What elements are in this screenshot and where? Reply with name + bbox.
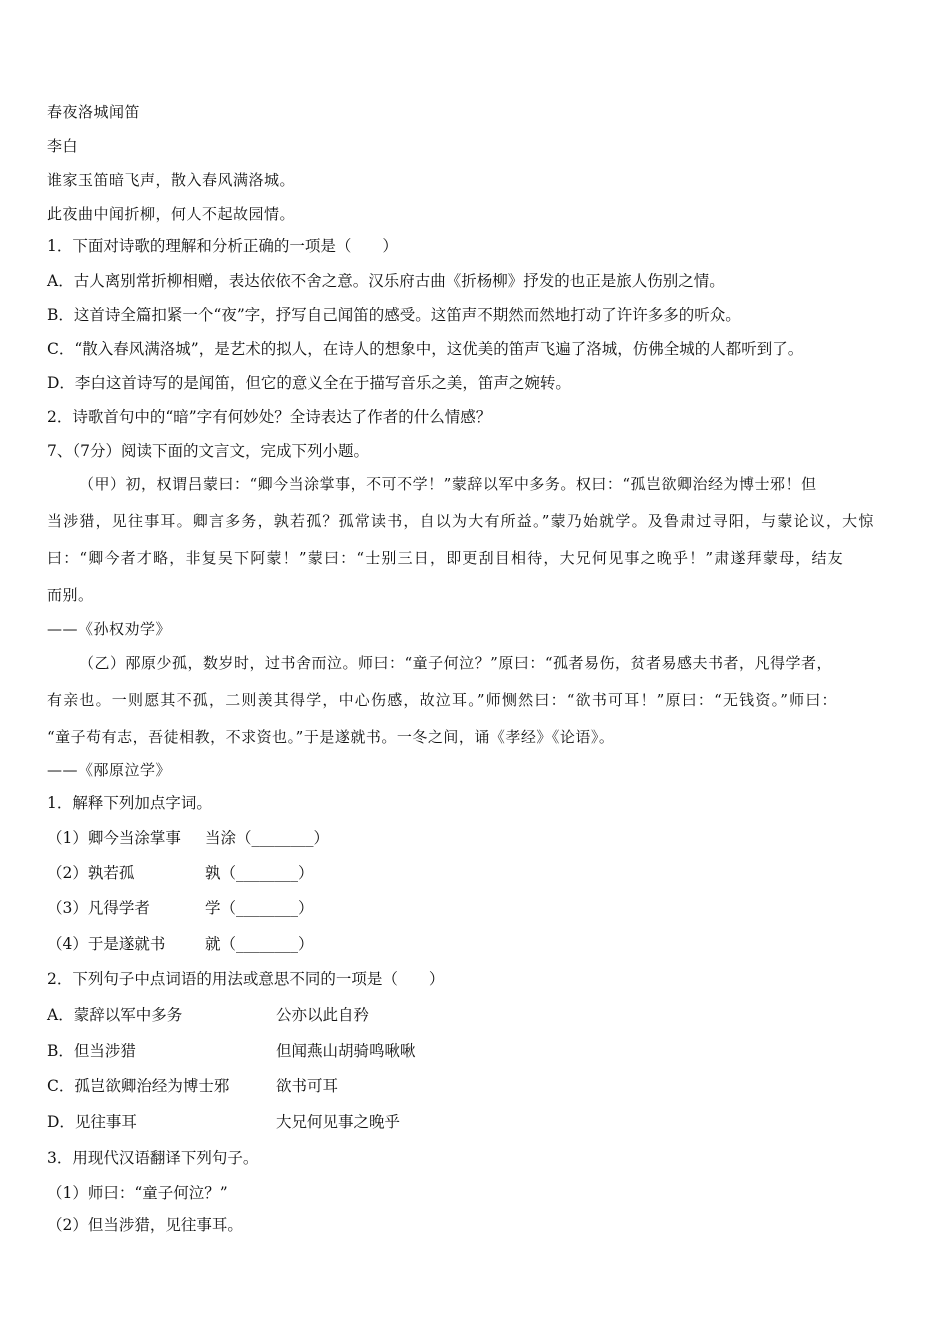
option-a-left: A．蒙辞以军中多务: [47, 1006, 183, 1024]
translation-item: （1）师曰：“童子何泣？”: [47, 1184, 228, 1202]
passage-b-line: 有亲也。一则愿其不孤，二则羡其得学，中心伤感，故泣耳。”师恻然曰：“欲书可耳！”原曰：“无钱资。”师曰：: [47, 691, 838, 709]
option-a: A．古人离别常折柳相赠，表达依依不舍之意。汉乐府古曲《折杨柳》抒发的也正是旅人伤别之情。: [47, 272, 725, 290]
question-stem: 1．下面对诗歌的理解和分析正确的一项是（ ）: [47, 237, 398, 255]
poem-line-1: 谁家玉笛暗飞声，散入春风满洛城。: [47, 171, 296, 189]
vocab-item-phrase: （2）孰若孤: [47, 864, 135, 882]
question-stem: 1．解释下列加点字词。: [47, 794, 212, 812]
option-a-right: 公亦以此自矜: [276, 1006, 370, 1024]
vocab-item-blank: 孰（________）: [205, 864, 314, 882]
vocab-item-blank: 学（________）: [205, 899, 314, 917]
vocab-item-blank: 就（________）: [205, 935, 314, 953]
option-b: B．这首诗全篇扣紧一个“夜”字，抒写自己闻笛的感受。这笛声不期然而然地打动了许许多多的听众。: [47, 306, 741, 324]
passage-a-line: 当涉猎，见往事耳。卿言多务，孰若孤？孤常读书，自以为大有所益。”蒙乃始就学。及鲁肃过寻阳，与蒙论议，大惊: [47, 512, 875, 530]
passage-b-line: （乙）邴原少孤，数岁时，过书舍而泣。师曰：“童子何泣？”原曰：“孤者易伤，贫者易感夫书者，凡得学者，: [79, 654, 833, 672]
vocab-item-blank: 当涂（________）: [205, 829, 330, 847]
poem-title: 春夜洛城闻笛: [47, 103, 141, 121]
vocab-item-phrase: （1）卿今当涂掌事: [47, 829, 181, 847]
vocab-item-phrase: （3）凡得学者: [47, 899, 150, 917]
passage-a-line: （甲）初，权谓吕蒙曰：“卿今当涂掌事，不可不学！”蒙辞以军中多务。权曰：“孤岂欲卿治经为博士邪！但: [79, 475, 817, 493]
option-c-left: C．孤岂欲卿治经为博士邪: [47, 1077, 230, 1095]
passage-b-line: “童子苟有志，吾徒相教，不求资也。”于是遂就书。一冬之间，诵《孝经》《论语》。: [47, 728, 615, 746]
passage-a-line: 而别。: [47, 586, 94, 604]
vocab-item-phrase: （4）于是遂就书: [47, 935, 166, 953]
translation-item: （2）但当涉猎，见往事耳。: [47, 1216, 243, 1234]
poem-line-2: 此夜曲中闻折柳，何人不起故园情。: [47, 205, 296, 223]
option-d: D．李白这首诗写的是闻笛，但它的意义全在于描写音乐之美，笛声之婉转。: [47, 374, 571, 392]
option-c: C．“散入春风满洛城”，是艺术的拟人，在诗人的想象中，这优美的笛声飞遍了洛城，仿佛全城的人都听到了。: [47, 340, 804, 358]
option-d-left: D．见往事耳: [47, 1113, 137, 1131]
question-stem: 3．用现代汉语翻译下列句子。: [47, 1149, 259, 1167]
option-d-right: 大兄何见事之晚乎: [276, 1113, 401, 1131]
question-stem: 2．下列句子中点词语的用法或意思不同的一项是（ ）: [47, 970, 445, 988]
option-b-right: 但闻燕山胡骑鸣啾啾: [276, 1042, 416, 1060]
poem-author: 李白: [47, 137, 79, 155]
passage-a-line: 曰：“卿今者才略，非复吴下阿蒙！”蒙曰：“士别三日，即更刮目相待，大兄何见事之晚乎！”肃遂拜蒙母，结友: [47, 549, 844, 567]
passage-b-source: ——《邴原泣学》: [47, 761, 172, 779]
option-b-left: B．但当涉猎: [47, 1042, 136, 1060]
section-heading: 7、（7分）阅读下面的文言文，完成下列小题。: [47, 442, 369, 460]
question-stem: 2．诗歌首句中的“暗”字有何妙处？全诗表达了作者的什么情感？: [47, 408, 492, 426]
option-c-right: 欲书可耳: [276, 1077, 339, 1095]
passage-a-source: ——《孙权劝学》: [47, 620, 172, 638]
